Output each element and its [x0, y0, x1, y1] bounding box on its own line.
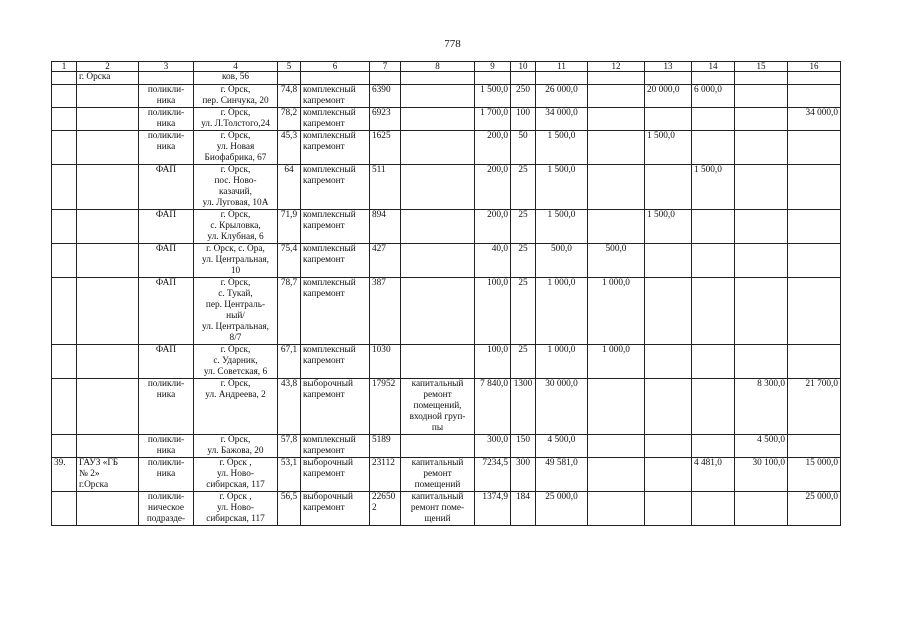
table-cell-col-7 [370, 72, 401, 85]
table-cell-col-11: 1 500,0 [536, 210, 588, 244]
table-cell-col-2 [77, 345, 139, 379]
table-cell-col-3: поликли- ника [139, 379, 194, 435]
table-cell-col-16: 21 700,0 [788, 379, 841, 435]
capital-repair-table [51, 61, 841, 526]
table-cell-col-8 [401, 278, 475, 345]
table-cell-col-13: 20 000,0 [645, 85, 692, 108]
table-cell-col-12 [588, 492, 645, 526]
table-cell-col-4: ков, 56 [194, 72, 278, 85]
table-row [52, 85, 841, 108]
table-cell-col-2 [77, 492, 139, 526]
table-cell-col-15 [735, 165, 788, 210]
table-cell-col-16 [788, 210, 841, 244]
table-cell-col-7: 511 [370, 165, 401, 210]
table-cell-col-1 [52, 345, 77, 379]
column-number-5: 5 [278, 62, 301, 72]
table-cell-col-16 [788, 244, 841, 278]
column-number-3: 3 [139, 62, 194, 72]
table-cell-col-15 [735, 345, 788, 379]
table-cell-col-8: капитальный ремонт помещений [401, 458, 475, 492]
table-cell-col-8 [401, 244, 475, 278]
table-cell-col-7: 5189 [370, 435, 401, 458]
table-cell-col-11: 26 000,0 [536, 85, 588, 108]
table-cell-col-8 [401, 435, 475, 458]
table-cell-col-3: поликли- ника [139, 458, 194, 492]
table-cell-col-9: 300,0 [475, 435, 511, 458]
table-cell-col-1 [52, 108, 77, 131]
table-cell-col-5: 74,8 [278, 85, 301, 108]
table-cell-col-13 [645, 278, 692, 345]
table-cell-col-11: 30 000,0 [536, 379, 588, 435]
table-cell-col-3: ФАП [139, 244, 194, 278]
table-cell-col-13 [645, 435, 692, 458]
table-cell-col-1 [52, 244, 77, 278]
table-cell-col-13 [645, 458, 692, 492]
page-number: 778 [444, 38, 461, 50]
table-cell-col-11: 4 500,0 [536, 435, 588, 458]
table-cell-col-3: ФАП [139, 278, 194, 345]
table-cell-col-2 [77, 131, 139, 165]
table-cell-col-1 [52, 435, 77, 458]
table-cell-col-2 [77, 210, 139, 244]
table-cell-col-2 [77, 379, 139, 435]
table-cell-col-7: 387 [370, 278, 401, 345]
table-cell-col-16: 15 000,0 [788, 458, 841, 492]
table-cell-col-12 [588, 458, 645, 492]
table-cell-col-2 [77, 278, 139, 345]
table-cell-col-6: комплексный капремонт [301, 131, 370, 165]
table-cell-col-6: комплексный капремонт [301, 108, 370, 131]
table-cell-col-15 [735, 85, 788, 108]
table-cell-col-9: 40,0 [475, 244, 511, 278]
table-row [52, 492, 841, 526]
table-cell-col-11: 1 500,0 [536, 165, 588, 210]
table-cell-col-1 [52, 492, 77, 526]
table-cell-col-6: выборочный капремонт [301, 458, 370, 492]
table-cell-col-10: 25 [511, 165, 536, 210]
table-cell-col-15 [735, 72, 788, 85]
table-cell-col-5: 78,7 [278, 278, 301, 345]
table-cell-col-14 [692, 435, 735, 458]
table-cell-col-14 [692, 210, 735, 244]
table-cell-col-11 [536, 72, 588, 85]
table-cell-col-5: 67,1 [278, 345, 301, 379]
table-cell-col-2 [77, 244, 139, 278]
table-cell-col-16 [788, 278, 841, 345]
table-cell-col-13 [645, 72, 692, 85]
column-number-15: 15 [735, 62, 788, 72]
table-cell-col-1 [52, 165, 77, 210]
table-cell-col-11: 500,0 [536, 244, 588, 278]
table-cell-col-10: 250 [511, 85, 536, 108]
column-number-14: 14 [692, 62, 735, 72]
table-cell-col-3: поликли- ника [139, 131, 194, 165]
table-cell-col-15 [735, 108, 788, 131]
table-cell-col-9 [475, 72, 511, 85]
table-cell-col-16 [788, 345, 841, 379]
table-cell-col-3: поликли- ника [139, 85, 194, 108]
table-cell-col-15: 4 500,0 [735, 435, 788, 458]
table-cell-col-1 [52, 210, 77, 244]
table-cell-col-15 [735, 244, 788, 278]
table-cell-col-10 [511, 72, 536, 85]
table-cell-col-14 [692, 278, 735, 345]
table-cell-col-9: 7 840,0 [475, 379, 511, 435]
table-cell-col-1 [52, 379, 77, 435]
table-cell-col-13: 1 500,0 [645, 210, 692, 244]
table-cell-col-5: 75,4 [278, 244, 301, 278]
column-number-11: 11 [536, 62, 588, 72]
table-row [52, 210, 841, 244]
table-cell-col-1: 39. [52, 458, 77, 492]
table-cell-col-8: капитальный ремонт поме- щений [401, 492, 475, 526]
table-cell-col-8 [401, 108, 475, 131]
table-cell-col-7: 894 [370, 210, 401, 244]
table-cell-col-12 [588, 131, 645, 165]
table-cell-col-7: 1030 [370, 345, 401, 379]
table-cell-col-9: 200,0 [475, 210, 511, 244]
table-cell-col-6: выборочный капремонт [301, 492, 370, 526]
table-cell-col-5: 53,1 [278, 458, 301, 492]
table-cell-col-15 [735, 210, 788, 244]
table-cell-col-14 [692, 108, 735, 131]
table-cell-col-10: 150 [511, 435, 536, 458]
table-cell-col-14: 4 481,0 [692, 458, 735, 492]
column-number-2: 2 [77, 62, 139, 72]
table-cell-col-8 [401, 165, 475, 210]
table-cell-col-4: г. Орск , ул. Ново- сибирская, 117 [194, 492, 278, 526]
table-cell-col-12 [588, 85, 645, 108]
table-cell-col-5: 56,5 [278, 492, 301, 526]
table-cell-col-12: 1 000,0 [588, 345, 645, 379]
table-cell-col-5: 78,2 [278, 108, 301, 131]
table-cell-col-10: 300 [511, 458, 536, 492]
table-cell-col-12 [588, 435, 645, 458]
table-cell-col-10: 25 [511, 244, 536, 278]
table-cell-col-9: 7234,5 [475, 458, 511, 492]
column-number-8: 8 [401, 62, 475, 72]
table-cell-col-8 [401, 210, 475, 244]
table-cell-col-10: 50 [511, 131, 536, 165]
table-cell-col-7: 23112 [370, 458, 401, 492]
table-cell-col-13 [645, 345, 692, 379]
column-number-13: 13 [645, 62, 692, 72]
table-cell-col-6: комплексный капремонт [301, 435, 370, 458]
table-cell-col-14 [692, 345, 735, 379]
table-cell-col-16 [788, 85, 841, 108]
table-cell-col-3: поликли- ника [139, 108, 194, 131]
table-cell-col-14 [692, 131, 735, 165]
table-cell-col-4: г. Орск, пос. Ново- казачий, ул. Луговая, 10А [194, 165, 278, 210]
table-cell-col-6: комплексный капремонт [301, 345, 370, 379]
table-cell-col-9: 1 500,0 [475, 85, 511, 108]
table-cell-col-10: 100 [511, 108, 536, 131]
table-cell-col-11: 1 500,0 [536, 131, 588, 165]
table-cell-col-4: г. Орск, пер. Синчука, 20 [194, 85, 278, 108]
table-cell-col-9: 100,0 [475, 278, 511, 345]
table-cell-col-12: 1 000,0 [588, 278, 645, 345]
table-cell-col-7: 427 [370, 244, 401, 278]
table-cell-col-2 [77, 165, 139, 210]
table-cell-col-2 [77, 435, 139, 458]
table-cell-col-16 [788, 165, 841, 210]
table-row [52, 278, 841, 345]
table-cell-col-12 [588, 72, 645, 85]
table-cell-col-1 [52, 72, 77, 85]
column-number-12: 12 [588, 62, 645, 72]
table-cell-col-14: 1 500,0 [692, 165, 735, 210]
table-cell-col-13: 1 500,0 [645, 131, 692, 165]
table-cell-col-10: 25 [511, 210, 536, 244]
header-row [52, 62, 841, 72]
table-cell-col-9: 200,0 [475, 131, 511, 165]
table-cell-col-8 [401, 345, 475, 379]
table-cell-col-9: 1374,9 [475, 492, 511, 526]
table-cell-col-11: 1 000,0 [536, 345, 588, 379]
table-cell-col-5: 64 [278, 165, 301, 210]
table-cell-col-15: 8 300,0 [735, 379, 788, 435]
table-cell-col-4: г. Орск, ул. Новая Биофабрика, 67 [194, 131, 278, 165]
table-cell-col-10: 184 [511, 492, 536, 526]
column-number-4: 4 [194, 62, 278, 72]
table-cell-col-15 [735, 492, 788, 526]
table-cell-col-6: комплексный капремонт [301, 244, 370, 278]
table-cell-col-6: комплексный капремонт [301, 165, 370, 210]
table-cell-col-10: 25 [511, 278, 536, 345]
column-number-6: 6 [301, 62, 370, 72]
table-cell-col-5 [278, 72, 301, 85]
table-cell-col-4: г. Орск, с. Тукай, пер. Централь- ный/ ул. Центральная, 8/7 [194, 278, 278, 345]
table-row [52, 244, 841, 278]
table-cell-col-1 [52, 85, 77, 108]
table-cell-col-16: 25 000,0 [788, 492, 841, 526]
table-cell-col-13 [645, 492, 692, 526]
table-cell-col-7: 1625 [370, 131, 401, 165]
table-row [52, 345, 841, 379]
table-row [52, 458, 841, 492]
table-row [52, 379, 841, 435]
column-number-9: 9 [475, 62, 511, 72]
table-cell-col-5: 57,8 [278, 435, 301, 458]
table-cell-col-2 [77, 108, 139, 131]
table-cell-col-4: г. Орск, с. Крыловка, ул. Клубная, 6 [194, 210, 278, 244]
table-cell-col-6: комплексный капремонт [301, 278, 370, 345]
table-cell-col-6: выборочный капремонт [301, 379, 370, 435]
table-cell-col-11: 1 000,0 [536, 278, 588, 345]
table-cell-col-11: 25 000,0 [536, 492, 588, 526]
table-cell-col-8 [401, 131, 475, 165]
table-row [52, 108, 841, 131]
table-cell-col-11: 34 000,0 [536, 108, 588, 131]
table-row [52, 435, 841, 458]
table-cell-col-4: г. Орск, с. Ударник, ул. Советская, 6 [194, 345, 278, 379]
column-number-1: 1 [52, 62, 77, 72]
table-cell-col-15 [735, 278, 788, 345]
table-cell-col-5: 43,8 [278, 379, 301, 435]
table-cell-col-7: 22650 2 [370, 492, 401, 526]
table-cell-col-10: 1300 [511, 379, 536, 435]
table-cell-col-6 [301, 72, 370, 85]
table-cell-col-2 [77, 85, 139, 108]
table-cell-col-3 [139, 72, 194, 85]
table-cell-col-2: г. Орска [77, 72, 139, 85]
table-cell-col-4: г. Орск, ул. Бажова, 20 [194, 435, 278, 458]
table-cell-col-8 [401, 72, 475, 85]
table-cell-col-12: 500,0 [588, 244, 645, 278]
table-cell-col-15 [735, 131, 788, 165]
table-cell-col-1 [52, 131, 77, 165]
table-cell-col-3: ФАП [139, 345, 194, 379]
table-row [52, 165, 841, 210]
table-cell-col-4: г. Орск, с. Ора, ул. Центральная, 10 [194, 244, 278, 278]
table-cell-col-13 [645, 379, 692, 435]
table-cell-col-7: 6923 [370, 108, 401, 131]
table-cell-col-5: 45,3 [278, 131, 301, 165]
table-cell-col-16 [788, 435, 841, 458]
table-cell-col-6: комплексный капремонт [301, 210, 370, 244]
table-cell-col-15: 30 100,0 [735, 458, 788, 492]
table-cell-col-3: поликли- ническое подразде- [139, 492, 194, 526]
table-cell-col-14: 6 000,0 [692, 85, 735, 108]
table-cell-col-12 [588, 108, 645, 131]
table-row [52, 72, 841, 85]
table-cell-col-9: 200,0 [475, 165, 511, 210]
table-cell-col-13 [645, 108, 692, 131]
table-cell-col-14 [692, 379, 735, 435]
table-cell-col-4: г. Орск, ул. Андреева, 2 [194, 379, 278, 435]
table-cell-col-12 [588, 165, 645, 210]
table-cell-col-16 [788, 131, 841, 165]
table-cell-col-7: 6390 [370, 85, 401, 108]
table-cell-col-9: 100,0 [475, 345, 511, 379]
table-cell-col-1 [52, 278, 77, 345]
table-cell-col-6: комплексный капремонт [301, 85, 370, 108]
table-cell-col-2: ГАУЗ «ГБ № 2» г.Орска [77, 458, 139, 492]
table-row [52, 131, 841, 165]
table-cell-col-9: 1 700,0 [475, 108, 511, 131]
table-cell-col-13 [645, 165, 692, 210]
table-cell-col-12 [588, 379, 645, 435]
table-cell-col-4: г. Орск , ул. Ново- сибирская, 117 [194, 458, 278, 492]
table-cell-col-3: ФАП [139, 165, 194, 210]
table-cell-col-3: поликли- ника [139, 435, 194, 458]
table-cell-col-14 [692, 492, 735, 526]
table-cell-col-8: капитальный ремонт помещений, входной груп- пы [401, 379, 475, 435]
table-cell-col-16: 34 000,0 [788, 108, 841, 131]
table-cell-col-16 [788, 72, 841, 85]
column-number-10: 10 [511, 62, 536, 72]
table-cell-col-5: 71,9 [278, 210, 301, 244]
table-cell-col-14 [692, 244, 735, 278]
table-cell-col-7: 17952 [370, 379, 401, 435]
table-cell-col-8 [401, 85, 475, 108]
table-cell-col-4: г. Орск, ул. Л.Толстого,24 [194, 108, 278, 131]
column-number-16: 16 [788, 62, 841, 72]
table-cell-col-11: 49 581,0 [536, 458, 588, 492]
table-cell-col-3: ФАП [139, 210, 194, 244]
table-cell-col-14 [692, 72, 735, 85]
table-cell-col-12 [588, 210, 645, 244]
table-cell-col-13 [645, 244, 692, 278]
table-cell-col-10: 25 [511, 345, 536, 379]
column-number-7: 7 [370, 62, 401, 72]
